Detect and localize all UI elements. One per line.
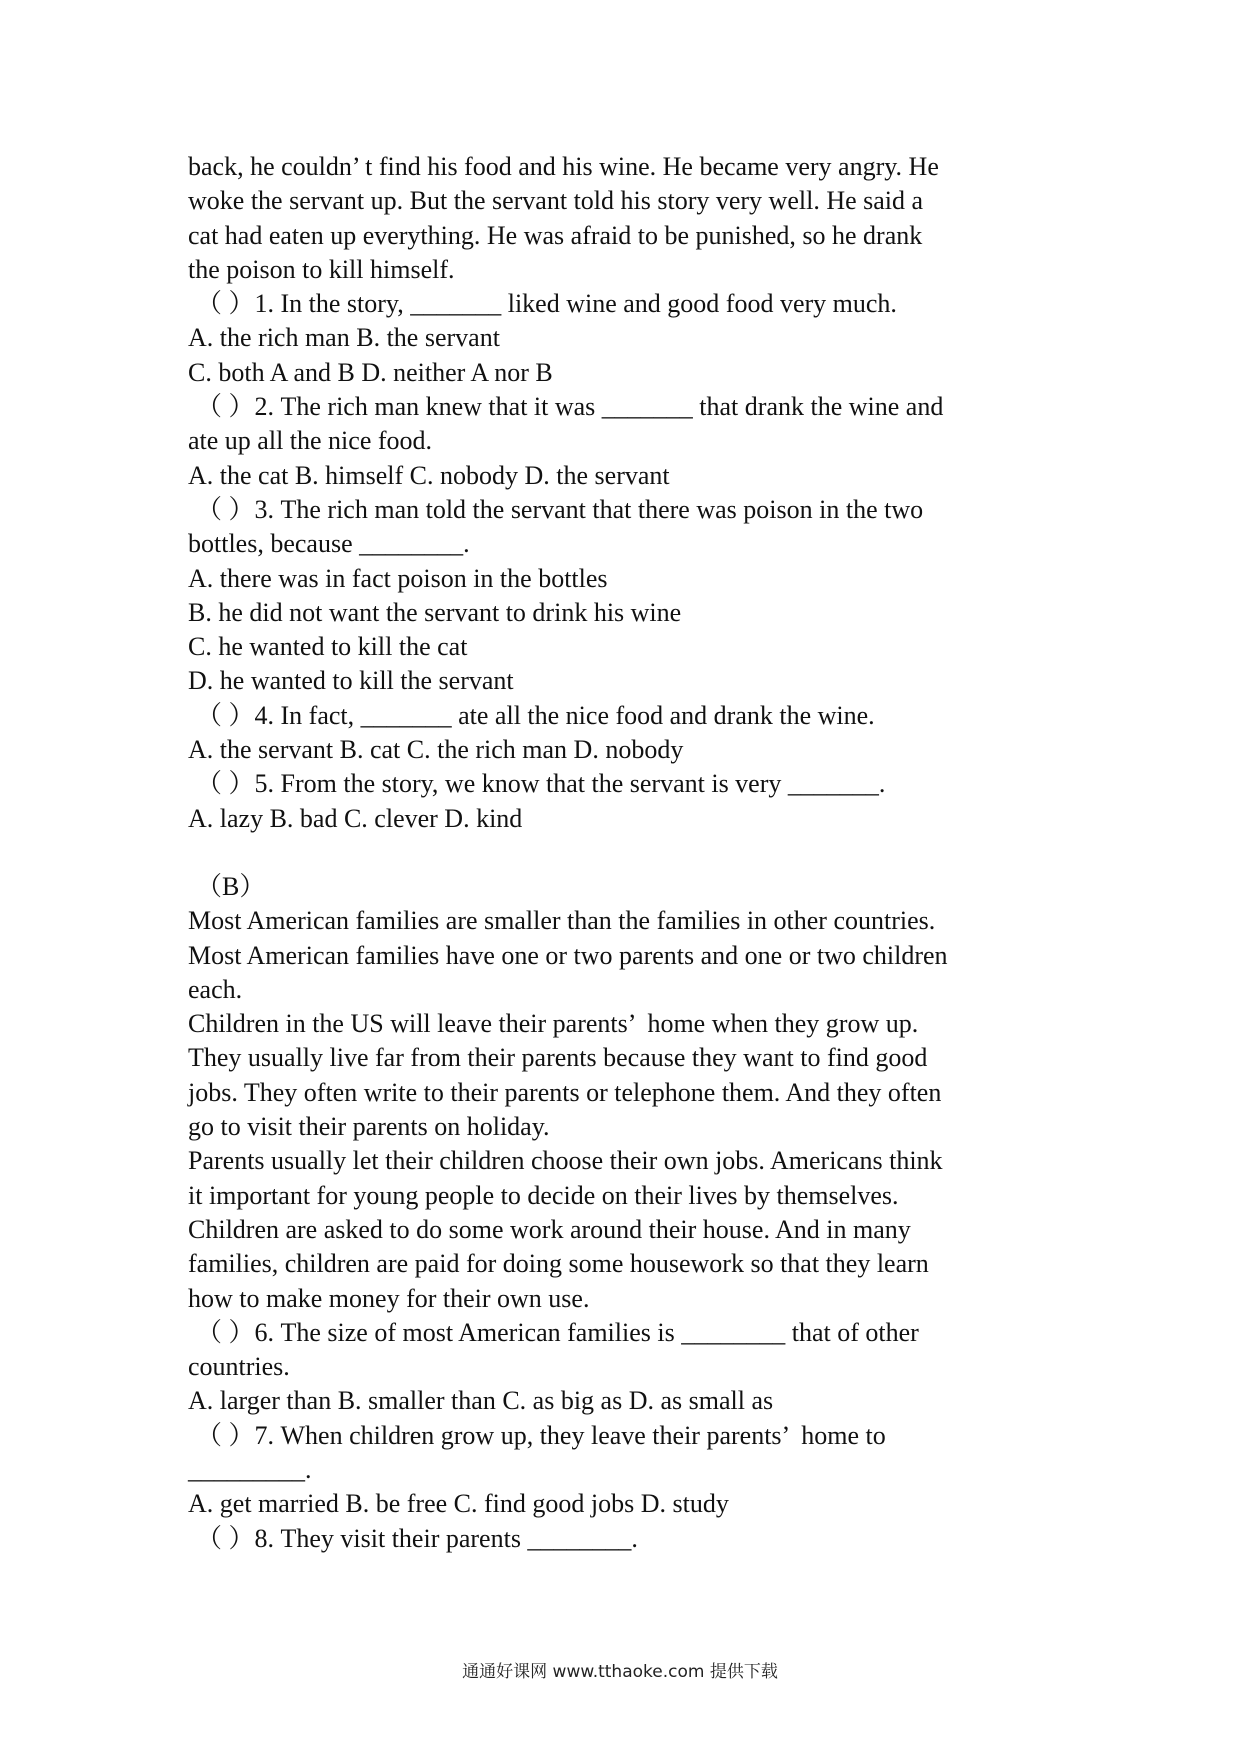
question-line: （ ）6. The size of most American families is ________ that of other: [196, 1317, 919, 1347]
text-line: cat had eaten up everything. He was afraid to be punished, so he drank: [188, 220, 923, 250]
text-line: D. he wanted to kill the servant: [188, 666, 514, 696]
text-line: Children are asked to do some work around their house. And in many: [188, 1214, 911, 1244]
text-line: it important for young people to decide on their lives by themselves.: [188, 1180, 899, 1210]
text-line: back, he couldn’ t find his food and his wine. He became very angry. He: [188, 152, 939, 181]
text-line: bottles, because ________.: [188, 529, 470, 559]
text-line: each.: [188, 974, 243, 1004]
text-line: Most American families have one or two parents and one or two children: [188, 940, 948, 970]
text-line: They usually live far from their parents because they want to find good: [188, 1043, 928, 1073]
text-line: A. the servant B. cat C. the rich man D. nobody: [188, 735, 684, 765]
text-line: the poison to kill himself.: [188, 254, 455, 284]
text-line: _________.: [188, 1454, 312, 1484]
text-line: go to visit their parents on holiday.: [188, 1112, 550, 1142]
text-line: A. there was in fact poison in the bottles: [188, 563, 608, 593]
text-line: C. both A and B D. neither A nor B: [188, 357, 553, 387]
text-line: A. the cat B. himself C. nobody D. the servant: [188, 460, 670, 490]
question-line: （ ）1. In the story, _______ liked wine and good food very much.: [196, 289, 897, 319]
page-footer: 通通好课网 www.tthaoke.com 提供下载: [462, 1662, 778, 1682]
question-line: （ ）8. They visit their parents ________.: [196, 1523, 638, 1553]
text-line: woke the servant up. But the servant told his story very well. He said a: [188, 186, 924, 216]
text-line: families, children are paid for doing some housework so that they learn: [188, 1249, 929, 1279]
document-body: [188, 150, 1068, 1556]
text-line: how to make money for their own use.: [188, 1283, 590, 1313]
blank-line: [188, 836, 1068, 870]
question-line: （ ）3. The rich man told the servant that there was poison in the two: [196, 494, 924, 524]
text-line: Parents usually let their children choose their own jobs. Americans think: [188, 1146, 943, 1176]
question-line: （ ）2. The rich man knew that it was _______ that drank the wine and: [196, 392, 944, 422]
text-line: A. lazy B. bad C. clever D. kind: [188, 803, 523, 833]
text-line: Children in the US will leave their parents’ home when they grow up.: [188, 1009, 919, 1039]
question-line: （ ）5. From the story, we know that the servant is very _______.: [196, 769, 886, 799]
text-line: A. get married B. be free C. find good jobs D. study: [188, 1489, 729, 1519]
question-line: （ ）4. In fact, _______ ate all the nice food and drank the wine.: [196, 700, 875, 730]
text-line: C. he wanted to kill the cat: [188, 632, 468, 662]
text-line: A. the rich man B. the servant: [188, 323, 500, 353]
text-line: ate up all the nice food.: [188, 426, 433, 456]
text-line: countries.: [188, 1352, 290, 1382]
question-line: （ ）7. When children grow up, they leave their parents’ home to: [196, 1420, 886, 1450]
question-line: （B）: [196, 871, 266, 901]
text-line: Most American families are smaller than the families in other countries.: [188, 906, 936, 936]
text-line: B. he did not want the servant to drink his wine: [188, 597, 682, 627]
text-line: A. larger than B. smaller than C. as big as D. as small as: [188, 1386, 774, 1416]
text-line: jobs. They often write to their parents or telephone them. And they often: [188, 1077, 942, 1107]
